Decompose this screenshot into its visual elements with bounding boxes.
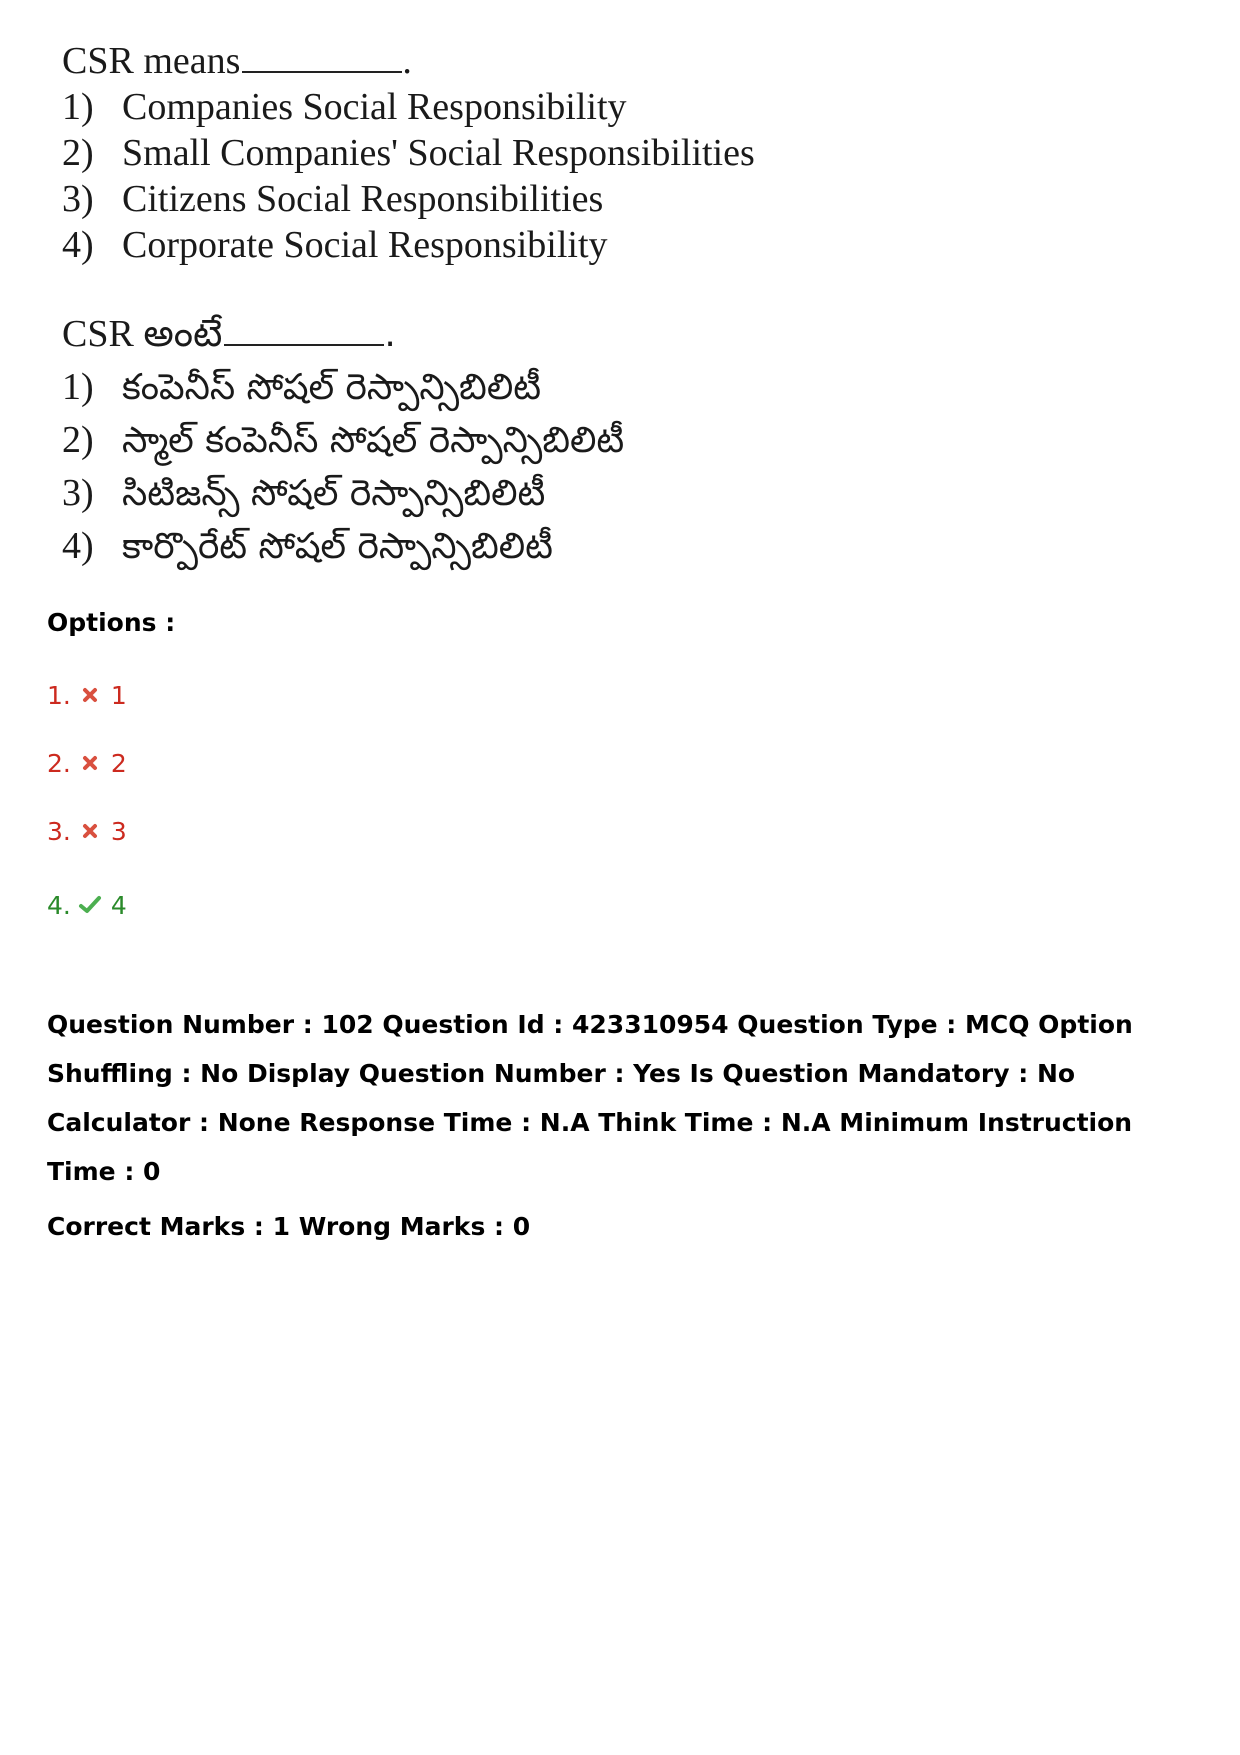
stem-period: . xyxy=(384,314,396,355)
answer-option-2 xyxy=(47,743,127,783)
cross-icon xyxy=(77,823,103,839)
stem-text: CSR అంటే xyxy=(62,313,223,355)
stem-period: . xyxy=(402,40,412,82)
question-option xyxy=(62,130,822,176)
question-details: Question Number : 102 Question Id : 423310954 Question Type : MCQ Option Shuffling : No Display Question Number : Yes Is Question Mandatory : No Calculator : None Response Time : N.A Think Time : N.A Minimum Instruction Time : 0 xyxy=(47,1010,1133,1186)
question-english xyxy=(62,38,822,268)
option-number: 4) xyxy=(62,224,94,266)
option-number: 1) xyxy=(62,366,94,408)
question-stem xyxy=(62,38,822,84)
question-telugu xyxy=(62,308,822,573)
question-option xyxy=(62,361,822,414)
options-label: Options : xyxy=(47,608,176,637)
answer-blank xyxy=(224,314,384,346)
answer-list xyxy=(47,675,127,925)
answer-value: 1 xyxy=(110,680,127,710)
option-text: కంపెనీస్ సోషల్ రెస్పాన్సిబిలిటీ xyxy=(122,367,541,408)
option-number: 2) xyxy=(62,132,94,174)
cross-icon xyxy=(77,687,103,703)
answer-value: 3 xyxy=(110,816,127,846)
option-text: Companies Social Responsibility xyxy=(122,86,627,128)
question-metadata xyxy=(47,1000,1197,1251)
answer-value: 2 xyxy=(110,748,127,778)
question-option xyxy=(62,222,822,268)
option-text: సిటిజన్స్ సోషల్ రెస్పాన్సిబిలిటీ xyxy=(122,473,546,514)
option-number: 3) xyxy=(62,178,94,220)
option-text: కార్పొరేట్ సోషల్ రెస్పాన్సిబిలిటీ xyxy=(122,526,553,567)
answer-value: 4 xyxy=(110,890,127,920)
question-stem xyxy=(62,308,822,361)
stem-text: CSR means xyxy=(62,40,241,82)
answer-index: 4. xyxy=(47,890,71,920)
question-image xyxy=(62,38,822,613)
check-icon xyxy=(77,895,103,915)
option-number: 4) xyxy=(62,525,94,567)
option-text: Corporate Social Responsibility xyxy=(122,224,608,266)
question-option xyxy=(62,467,822,520)
answer-blank xyxy=(242,41,402,73)
answer-option-1 xyxy=(47,675,127,715)
cross-icon xyxy=(77,755,103,771)
question-option xyxy=(62,414,822,467)
question-option xyxy=(62,84,822,130)
answer-option-4 xyxy=(47,885,127,925)
answer-option-3 xyxy=(47,811,127,851)
question-option xyxy=(62,520,822,573)
answer-index: 2. xyxy=(47,748,71,778)
option-number: 2) xyxy=(62,419,94,461)
answer-index: 1. xyxy=(47,680,71,710)
option-number: 1) xyxy=(62,86,94,128)
question-option xyxy=(62,176,822,222)
option-text: Small Companies' Social Responsibilities xyxy=(122,132,755,174)
option-text: Citizens Social Responsibilities xyxy=(122,178,604,220)
answer-index: 3. xyxy=(47,816,71,846)
question-marks: Correct Marks : 1 Wrong Marks : 0 xyxy=(47,1212,531,1241)
option-number: 3) xyxy=(62,472,94,514)
option-text: స్మాల్ కంపెనీస్ సోషల్ రెస్పాన్సిబిలిటీ xyxy=(122,420,625,461)
